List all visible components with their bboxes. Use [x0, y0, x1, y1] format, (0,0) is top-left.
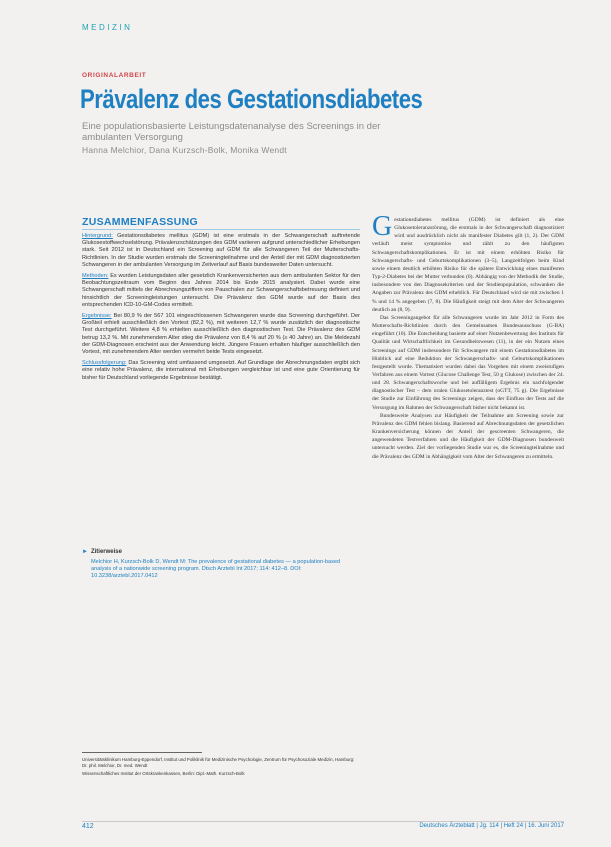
body-paragraph: Das Screeningangebot für alle Schwangeren wurde im Jahr 2012 in Form des Mutterschafts-Richtlinien durch den Gemeinsamen Bundesausschuss (G-BA) eingeführt (10). Die Entscheidung basierte auf einer Nutzenbewertung des Instituts für Qualität und Wirtschaftlichkeit im Gesundheitswesen (11), in der ein Nutzen eines Screenings auf GDM insbesondere für Schwangere mit einem Gestationsdiabetes im Hinblick auf eine Reduktion der Schwangerschafts- und Geburtskomplikationen festgestellt wurde. Thematisiert wurden dabei das Vorgehen mit einem zweistufigen Verfahren aus einem Vortest (Glucose Challenge Test, 50 g Glukose) zwischen der 24. und 28. Schwangerschaftswoche und bei auffälligem Ergebnis ein nachfolgender diagnostischer Test – dem oralen Glukosetoleranztest (oGTT, 75 g). Die Ergebnisse der Studie zur Einführung des Screenings zeigen, dass der Einfluss der Tests auf die Versorgung im Rahmen der Schwangerschaft bisher nicht bekannt ist. — [372, 314, 564, 411]
arrow-right-icon: ► — [82, 549, 88, 555]
article-authors: Hanna Melchior, Dana Kurzsch-Bolk, Monika Wendt — [82, 145, 287, 155]
summary-divider — [82, 229, 360, 230]
summary-conclusion-label: Schlussfolgerung: — [82, 360, 127, 367]
summary-results-label: Ergebnisse: — [82, 313, 112, 320]
journal-reference: Deutsches Ärzteblatt | Jg. 114 | Heft 24 | 16. Juni 2017 — [419, 823, 564, 829]
citation-text: Melchior H, Kurzsch-Bolk D, Wendt M: The prevalence of gestational diabetes — a population-based analysis of a nationwide screening program. Dtsch Arztebl Int 2017; 114: 412–8. DOI: 10.3238/arztebl.2017.0412 — [91, 559, 341, 580]
summary-background-text: Gestationsdiabetes mellitus (GDM) ist eine erstmals in der Schwangerschaft auftretende Glukosestoffwechselstörung. Prävalenzschätzungen des GDM variieren aufgrund unterschiedlicher Erhebungen stark. Seit 2012 ist in Deutschland ein Screening auf GDM für alle Schwangeren Teil der Mutterschafts-Richtlinien. In der Studie wurden erstmals die Screeningteilnahme und der Anteil der mit GDM diagnostizierten Schwangeren in der ambulanten Versorgung im Zeitverlauf auf Basis bundesweiter Daten untersucht. — [82, 233, 360, 268]
footer-divider — [82, 821, 564, 822]
summary-results — [82, 313, 360, 356]
summary-conclusion-text: Das Screening wird umfassend umgesetzt. Auf Grundlage der Abrechnungsdaten ergibt sich eine relativ hohe Prävalenz, die international mit Erhebungen vergleichbar ist und eine gute Orientierung für bisher für Deutschland vorliegende Ergebnisse bestätigt. — [82, 360, 360, 381]
body-paragraph: Bundesweite Analysen zur Häufigkeit der Teilnahme am Screening sowie zur Prävalenz des GDM fehlen bislang. Basierend auf Abrechnungsdaten der gesetzlichen Krankenversicherung können der Anteil der gescreenten Schwangeren, die angewendeten Testverfahren und die Häufigkeit der GDM-Diagnosen bundesweit untersucht werden. Ziel der vorliegenden Studie war es, die Screeningteilnahme und die Prävalenz des GDM in Abhängigkeit vom Alter der Schwangeren zu ermitteln. — [372, 412, 564, 460]
summary-block — [82, 233, 360, 386]
article-subtitle: Eine populationsbasierte Leistungsdatenanalyse des Screenings in der ambulanten Versorgung — [82, 121, 381, 143]
footnote-item: Universitätsklinikum Hamburg-Eppendorf, Institut und Poliklinik für Medizinische Psychologie, Zentrum für Psychosoziale Medizin, Hamburg: Dr. phil. Melchior, Dr. med. Wendt — [82, 757, 355, 768]
citation-heading-label: Zitierweise — [90, 549, 122, 555]
summary-methods-label: Methoden: — [82, 273, 109, 280]
summary-results-text: Bei 80,9 % der 567 101 eingeschlossenen Schwangeren wurde das Screening durchgeführt. Der Großteil erhielt ausschließlich den Vortest (82,2 %), mit weiteren 12,7 % wurde zusätzlich der diagnostische Test durchgeführt. Weitere 4,8 % erhielten ausschließlich den diagnostischen Test. Die Prävalenz des GDM betrug 13,2 %. Mit zunehmendem Alter stieg die Prävalenz von 8,4 % auf 20 % (≥ 40 Jahre) an. Die Meldezahl der GDM-Diagnosen erscheint aus der Anwendung leicht. Jüngere Frauen erhalten häufiger ausschließlich den Vortest, mit zunehmendem Alter werden vermehrt beide Tests eingesetzt. — [82, 313, 360, 356]
summary-heading: ZUSAMMENFASSUNG — [82, 216, 198, 228]
affiliation-footnotes — [82, 757, 360, 780]
body-column — [372, 211, 564, 461]
summary-methods — [82, 273, 360, 309]
section-tag: MEDIZIN — [82, 23, 133, 32]
citation-heading — [82, 549, 122, 555]
drop-cap: G — [372, 211, 393, 242]
article-kind: ORIGINALARBEIT — [82, 72, 147, 79]
body-paragraph — [372, 211, 564, 314]
body-paragraph-text: estationsdiabetes mellitus (GDM) ist definiert als eine Glukosetoleranzstörung, die erstmals in der Schwangerschaft diagnostiziert wird und ausdrücklich nicht als manifester Diabetes gilt (1, 2). Der GDM verläuft meist symptomlos und zählt zu den häufigsten Schwangerschaftskomplikationen. Er ist mit einem erhöhten Risiko für Schwangerschafts- und Geburtskomplikationen (3–5), Langzeitfolgen beim Kind sowie einem deutlich erhöhten Risiko für die spätere Entwicklung eines manifesten Typ-2-Diabetes bei der Mutter verbunden (6). Abhängig von der Methodik der Studie, insbesondere von den Diagnosekriterien und der Studienpopulation, schwanken die Angaben zur Prävalenz des GDM erheblich. Für Deutschland wird sie mit zwischen 1 % und 14 % angegeben (7, 8). Die Häufigkeit steigt mit dem Alter der Schwangeren deutlich an (8, 9). — [372, 217, 564, 313]
summary-background — [82, 233, 360, 269]
page-number: 412 — [82, 823, 94, 830]
summary-conclusion — [82, 360, 360, 382]
footnote-divider — [82, 752, 202, 753]
article-title: Prävalenz des Gestationsdiabetes — [80, 84, 423, 114]
summary-methods-text: Es wurden Leistungsdaten aller gesetzlich Krankenversicherten aus dem ambulanten Sektor für den Beobachtungszeitraum vom Beginn des Jahres 2014 bis Ende 2015 analysiert. Dabei wurde eine Schwangerschaft mittels der Abrechnungsziffern von Pauschalen zur Schwangerschaftsbetreuung definiert und hinsichtlich der Screeningleistungen untersucht. Die Prävalenz des GDM wurde auf der Basis des entsprechenden ICD-10-GM-Codes ermittelt. — [82, 273, 360, 308]
footnote-item: Wissenschaftliches Institut der Ortskrankenkassen, Berlin: Dipl.-Math. Kurzsch-Bolk — [82, 771, 245, 777]
summary-background-label: Hintergrund: — [82, 233, 113, 239]
